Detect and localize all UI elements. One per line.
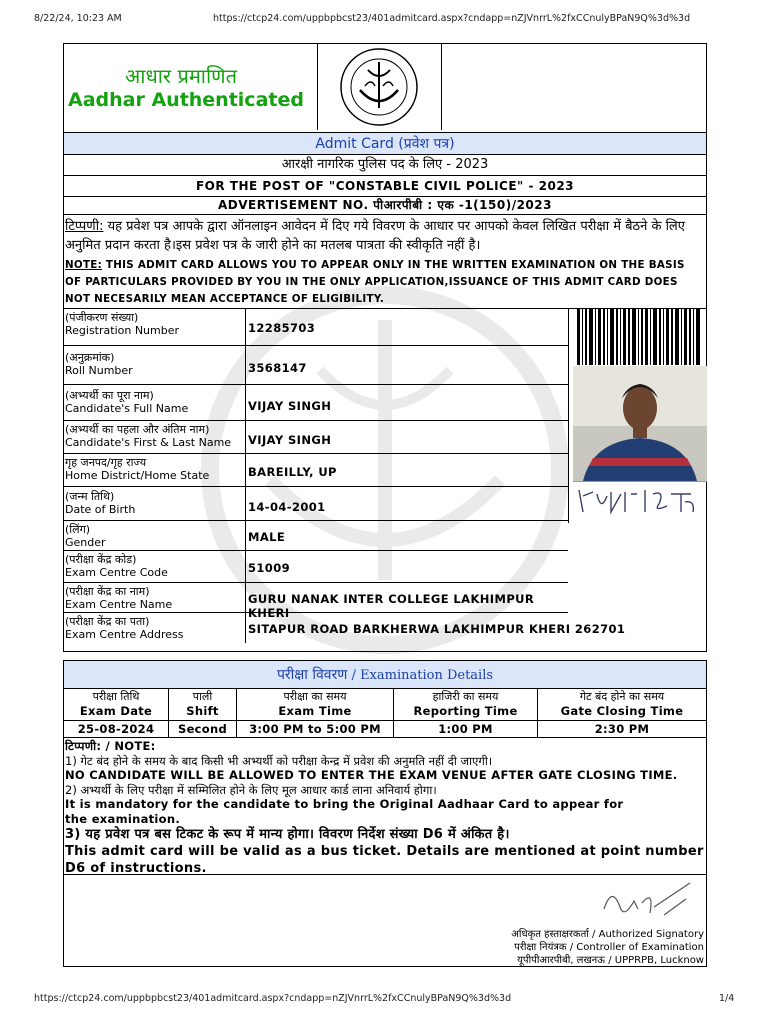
- candidate-first-last-name: VIJAY SINGH: [248, 433, 332, 447]
- detail-label: [64, 521, 246, 550]
- home-district-state: BAREILLY, UP: [248, 465, 337, 479]
- authority-signature-image: [594, 879, 694, 925]
- note-2-english: It is mandatory for the candidate to bring the Original Aadhaar Card to appear for the examination.: [65, 797, 624, 826]
- exam-title-english: / Examination Details: [347, 668, 494, 683]
- admit-card-title: Admit Card (प्रवेश पत्र): [64, 132, 706, 155]
- col-english: Exam Time: [278, 704, 352, 718]
- label-hindi: (परीक्षा केंद्र का नाम): [65, 585, 150, 598]
- barcode-icon: [577, 309, 703, 365]
- table-row: [64, 583, 568, 620]
- candidate-full-name: VIJAY SINGH: [248, 399, 332, 413]
- table-row: [64, 454, 568, 487]
- shift-value: Second: [169, 721, 237, 738]
- exam-time-value: 3:00 PM to 5:00 PM: [237, 721, 394, 738]
- label-english: Exam Centre Name: [65, 598, 173, 611]
- label-hindi: गृह जनपद/गृह राज्य: [65, 456, 147, 469]
- upprpb-logo: [318, 44, 442, 130]
- col-english: Exam Date: [79, 704, 153, 718]
- col-exam-date: [64, 689, 169, 721]
- detail-label: [64, 421, 246, 453]
- col-hindi: हाजिरी का समय: [432, 690, 499, 703]
- exam-details-box: [63, 660, 707, 967]
- reporting-time-value: 1:00 PM: [394, 721, 538, 738]
- col-english: Gate Closing Time: [560, 704, 684, 718]
- label-hindi: (जन्म तिथि): [65, 490, 115, 503]
- detail-label: [64, 487, 246, 520]
- card-header: [64, 44, 706, 130]
- print-url: https://ctcp24.com/uppbpbcst23/401admitcard.aspx?cndapp=nZJVnrrL%2fxCCnulyBPaN9Q%3d%3d: [213, 13, 691, 24]
- aadhar-badge: [64, 44, 318, 130]
- candidate-photo: [573, 366, 707, 481]
- detail-label: [64, 309, 246, 345]
- label-english: Exam Centre Address: [65, 628, 184, 641]
- date-of-birth: 14-04-2001: [248, 500, 326, 514]
- detail-label: [64, 551, 246, 582]
- table-row: [64, 521, 568, 551]
- note-3-english: This admit card will be valid as a bus ticket. Details are mentioned at point number D6 of instructions.: [65, 844, 704, 876]
- note-hindi: [65, 217, 703, 255]
- post-title-hindi: आरक्षी नागरिक पुलिस पद के लिए - 2023: [64, 155, 706, 176]
- table-row: [64, 346, 568, 385]
- table-row: [64, 613, 626, 643]
- col-gate-closing: [538, 689, 706, 721]
- exam-title-hindi: परीक्षा विवरण: [276, 667, 348, 683]
- exam-details-title: [64, 661, 706, 689]
- label-english: Candidate's Full Name: [65, 402, 189, 415]
- label-english: Gender: [65, 536, 106, 549]
- controller-of-examination: परीक्षा नियंत्रक / Controller of Examination: [514, 942, 704, 953]
- note-english-label: NOTE:: [65, 259, 103, 271]
- exam-centre-address: SITAPUR ROAD BARKHERWA LAKHIMPUR KHERI 262701: [248, 622, 626, 636]
- authorized-signatory: अधिकृत हस्ताक्षरकर्ता / Authorized Signatory: [511, 929, 704, 940]
- signature-image: [573, 482, 707, 520]
- label-hindi: (पंजीकरण संख्या): [65, 311, 139, 324]
- table-row: [64, 309, 568, 346]
- label-english: Home District/Home State: [65, 469, 210, 482]
- label-english: Exam Centre Code: [65, 566, 168, 579]
- table-row: [64, 487, 568, 521]
- photo-barcode-column: [568, 309, 706, 523]
- col-hindi: गेट बंद होने का समय: [579, 690, 665, 703]
- note-1-hindi: 1) गेट बंद होने के समय के बाद किसी भी अभ्यर्थी को परीक्षा केन्द्र में प्रवेश की अनुमति नहीं दी जाएगी।: [65, 753, 493, 768]
- post-title-english: FOR THE POST OF "CONSTABLE CIVIL POLICE" - 2023: [64, 176, 706, 197]
- detail-label: [64, 454, 246, 486]
- col-english: Reporting Time: [413, 704, 518, 718]
- label-english: Registration Number: [65, 324, 180, 337]
- table-row: [64, 551, 568, 583]
- col-exam-time: [237, 689, 394, 721]
- note-hindi-text: यह प्रवेश पत्र आपके द्वारा ऑनलाइन आवेदन में दिए गये विवरण के आधार पर आपको केवल लिखित परीक्षा में बैठने के लिए अनुमित प्रदान करता है।इस प्रवेश पत्र के जारी होने का मतलब पात्रता की स्वीकृति नहीं है।: [65, 219, 685, 253]
- print-page-number: 1/4: [719, 993, 735, 1004]
- aadhar-text-hindi: आधार प्रमाणित: [125, 64, 238, 88]
- col-reporting-time: [394, 689, 538, 721]
- table-row: [64, 385, 568, 421]
- detail-label: [64, 346, 246, 384]
- label-hindi: (लिंग): [65, 523, 91, 536]
- col-shift: [169, 689, 237, 721]
- advertisement-number: ADVERTISEMENT NO. पीआरपीबी : एक -1(150)/2023: [64, 197, 706, 215]
- label-hindi: (अभ्यर्थी का पूरा नाम): [65, 389, 154, 402]
- detail-label: [64, 613, 246, 643]
- note-english: [65, 257, 703, 308]
- print-datetime: 8/22/24, 10:23 AM: [34, 13, 122, 24]
- exam-date-value: 25-08-2024: [64, 721, 169, 738]
- candidate-signature: [573, 481, 707, 521]
- exam-notes: [65, 739, 705, 877]
- admit-card: [63, 43, 707, 652]
- detail-label: [64, 583, 246, 612]
- col-hindi: परीक्षा का समय: [283, 690, 347, 703]
- exam-centre-code: 51009: [248, 561, 291, 575]
- aadhar-text-english: Aadhar Authenticated: [68, 89, 304, 111]
- note-english-text: THIS ADMIT CARD ALLOWS YOU TO APPEAR ONLY IN THE WRITTEN EXAMINATION ON THE BASIS OF PARTICULARS PROVIDED BY YOU IN THE ONLY APPLICATION,ISSUANCE OF THIS ADMIT CARD DOES NOT NECESARILY MEAN ACCEPTANCE OF ELIGIBILITY.: [65, 259, 685, 305]
- note-hindi-label: टिप्पणी:: [65, 219, 104, 234]
- browser-print-footer: [0, 993, 768, 1007]
- note-2-hindi: 2) अभ्यर्थी के लिए परीक्षा में सम्मिलित होने के लिए मूल आधार कार्ड लाना अनिवार्य होगा।: [65, 782, 437, 797]
- police-emblem-icon: [338, 46, 420, 128]
- label-hindi: (अनुक्रमांक): [65, 351, 115, 364]
- note-3-hindi: 3) यह प्रवेश पत्र बस टिकट के रूप में मान्य होगा। विवरण निर्देश संख्या D6 में अंकित है।: [65, 827, 510, 842]
- upprpb-lucknow: यूपीपीआरपीबी, लखनऊ / UPPRPB, Lucknow: [517, 955, 704, 966]
- table-row: [64, 421, 568, 454]
- gender: MALE: [248, 530, 286, 544]
- label-hindi: (परीक्षा केंद्र कोड): [65, 553, 137, 566]
- eligibility-note: [64, 215, 706, 309]
- col-hindi: पाली: [192, 690, 213, 703]
- label-hindi: (अभ्यर्थी का पहला और अंतिम नाम): [65, 423, 210, 436]
- gate-closing-value: 2:30 PM: [538, 721, 706, 738]
- notes-heading: टिप्पणी: / NOTE:: [65, 739, 156, 753]
- authority-lines: [511, 928, 704, 967]
- col-english: Shift: [186, 704, 219, 718]
- label-hindi: (परीक्षा केंद्र का पता): [65, 615, 150, 628]
- col-hindi: परीक्षा तिथि: [92, 690, 140, 703]
- exam-centre-name: GURU NANAK INTER COLLEGE LAKHIMPUR KHERI: [248, 592, 535, 620]
- print-footer-url: https://ctcp24.com/uppbpbcst23/401admitcard.aspx?cndapp=nZJVnrrL%2fxCCnulyBPaN9Q%3d%3d: [34, 993, 512, 1004]
- label-english: Date of Birth: [65, 503, 136, 516]
- authority-section: [64, 874, 706, 966]
- registration-number: 12285703: [248, 321, 316, 335]
- roll-number: 3568147: [248, 361, 307, 375]
- browser-print-header: [0, 13, 768, 27]
- note-1-english: NO CANDIDATE WILL BE ALLOWED TO ENTER THE EXAM VENUE AFTER GATE CLOSING TIME.: [65, 768, 678, 782]
- label-english: Candidate's First & Last Name: [65, 436, 232, 449]
- detail-label: [64, 385, 246, 420]
- label-english: Roll Number: [65, 364, 133, 377]
